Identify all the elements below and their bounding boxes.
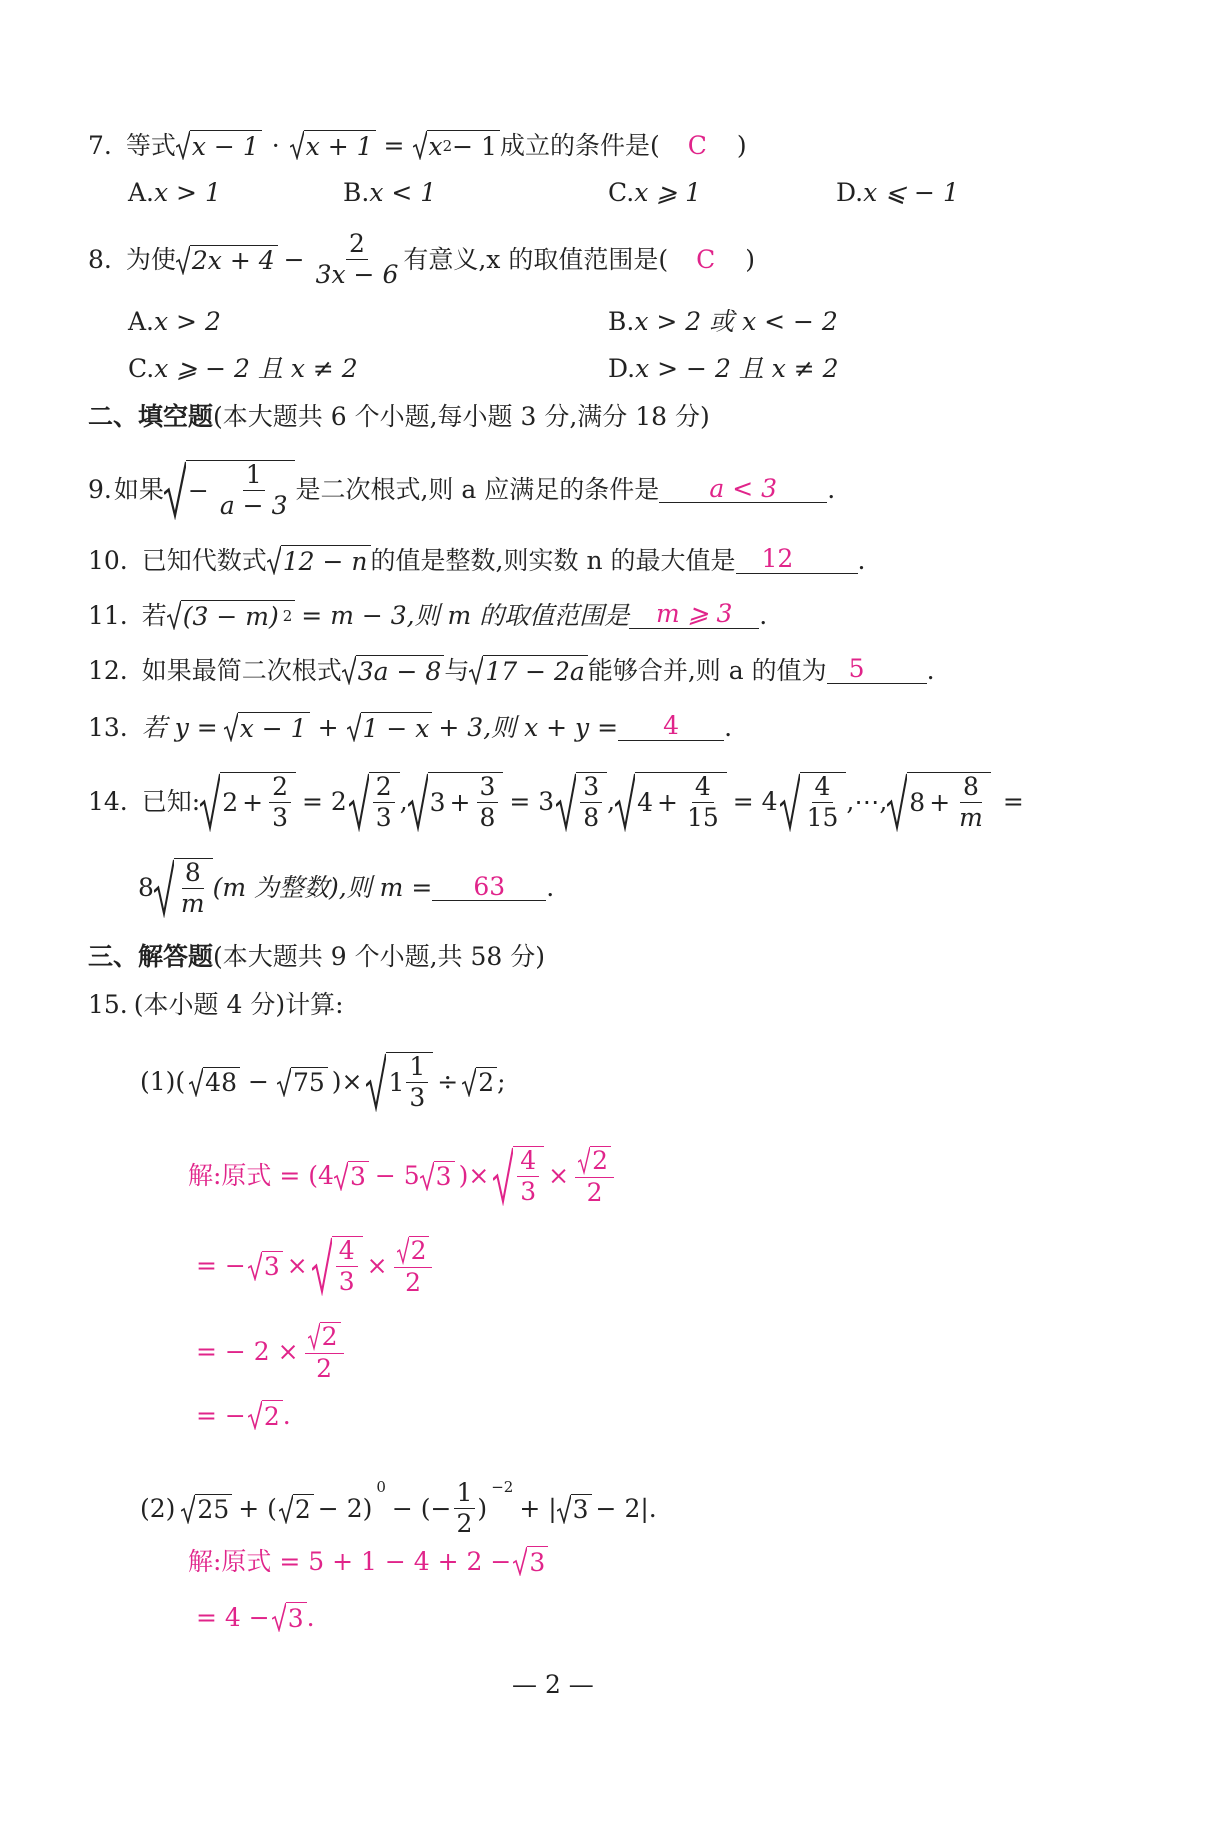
q13-answer-blank: 4 xyxy=(618,713,724,740)
q8-number: 8. xyxy=(88,245,112,275)
section-2-note: (本大题共 6 个小题,每小题 3 分,满分 18 分) xyxy=(213,402,710,431)
q8-answer: C xyxy=(696,245,716,275)
sqrt-x-minus-1: x − 1 xyxy=(176,130,262,160)
q15-number: 15. xyxy=(88,990,128,1019)
sqrt-12-minus-n: 12 − n xyxy=(267,545,371,575)
q14-last-term: 8 + $\frac{8}{m}$ xyxy=(887,772,991,832)
q12: 12. 如果最简二次根式 3a − 8 与 17 − 2a 能够合并,则 a 的值为 5 . xyxy=(88,654,935,686)
q15-part1-step3: = − 2 × $\frac{2}{2}$ xyxy=(196,1322,346,1382)
page-number: — 2 — xyxy=(512,1670,594,1699)
q14-term1-left: 2 + $\frac{2}{3}$ xyxy=(200,772,296,832)
sqrt-1-minus-x: 1 − x xyxy=(347,712,433,742)
q7-answer: C xyxy=(687,130,707,160)
q15-part2: (2) 25 + ( 2 − 2) 0 − (− $\frac{1}{2}$ ) −2 + | 3 − 2|. xyxy=(140,1478,657,1539)
q8-option-d: D. x > − 2 且 x ≠ 2 xyxy=(608,354,839,383)
sqrt-1-and-1-third: 1 1 3 xyxy=(366,1052,433,1112)
q14-term1-right: 2 3 xyxy=(349,772,400,832)
sqrt-x-minus-1-b: x − 1 xyxy=(224,712,310,742)
sqrt-2x-plus-4: 2x + 4 xyxy=(176,245,278,275)
q7-option-b: B. x < 1 xyxy=(343,178,437,207)
q15-part1-step4: = − 2 . xyxy=(196,1400,291,1431)
q11-answer-blank: m ⩾ 3 xyxy=(629,601,759,628)
q7-option-a: A. x > 1 xyxy=(128,178,221,207)
q15-part1-step2: = − 3 × 4 3 × $\frac{2}{2}$ xyxy=(196,1236,434,1296)
sqrt-3a-minus-8: 3a − 8 xyxy=(342,655,445,685)
q14-term3-right: 4 15 xyxy=(780,772,847,832)
q14-term3-left: 4 + $\frac{4}{15}$ xyxy=(615,772,727,832)
q15-part2-step2: = 4 − 3 . xyxy=(196,1602,315,1633)
q9-number: 9. xyxy=(88,475,112,505)
section-2-heading xyxy=(88,404,710,429)
fraction-2-over-3x-6: $\frac{2}{3x - 6}$ xyxy=(315,229,399,290)
q8-stem: 8. 为使 2x + 4 − $\frac{2}{3x - 6}$ 有意义,x 的取值范围是( C ) xyxy=(88,229,756,290)
sqrt-3-minus-m-squared: (3 − m) 2 xyxy=(167,600,296,630)
q15-part1-step1: 解:原式 = (4 3 − 5 3 )× 4 3 × $\frac{2}{2}$ xyxy=(188,1146,616,1206)
q15-part2-step1: 解:原式 = 5 + 1 − 4 + 2 − 3 xyxy=(188,1546,548,1576)
q7-stem: 7. 等式 x − 1 · x + 1 = x 2 − 1 成立的条件是( C ) xyxy=(88,130,747,161)
q12-answer-blank: 5 xyxy=(827,656,927,683)
q13: 13. 若 y = x − 1 + 1 − x + 3,则 x + y = 4 . xyxy=(88,711,733,743)
q8-option-a: A. x > 2 xyxy=(128,307,221,336)
q15-header: 15. (本小题 4 分)计算: xyxy=(88,990,344,1019)
q13-number: 13. xyxy=(88,712,128,742)
q14-number: 14. xyxy=(88,787,128,817)
q14-line1: 14. 已知: 2 + $\frac{2}{3}$ = 2 2 3 , 3 + $\frac{3}{8}$ = 3 3 8 , 4 + $\frac{4}{15}$ = 4 4 15 ,⋯, 8 + $\frac{8}{m}$ = xyxy=(88,772,1024,833)
q8-option-b: B. x > 2 或 x < − 2 xyxy=(608,307,838,336)
q10: 10. 已知代数式 12 − n 的值是整数,则实数 n 的最大值是 12 . xyxy=(88,544,866,576)
q10-number: 10. xyxy=(88,545,128,575)
sqrt-x2-minus-1: x 2 − 1 xyxy=(413,130,500,160)
q12-number: 12. xyxy=(88,655,128,685)
q7-option-c: C. x ⩾ 1 xyxy=(608,178,702,207)
section-3-heading xyxy=(88,944,545,969)
q7-option-d: D. x ⩽ − 1 xyxy=(836,178,959,207)
q15-part1: (1)( 48 − 75 )× 1 1 3 ÷ 2 ; xyxy=(140,1052,506,1113)
q7-number: 7. xyxy=(88,130,112,160)
sqrt-2: 2 xyxy=(462,1067,497,1097)
section-2-title: 二、填空题 xyxy=(88,402,214,431)
q11: 11. 若 (3 − m) 2 = m − 3,则 m 的取值范围是 m ⩾ 3 . xyxy=(88,599,768,631)
q8-option-c: C. x ⩾ − 2 且 x ≠ 2 xyxy=(128,354,358,383)
sqrt-75: 75 xyxy=(277,1067,328,1097)
q14-term2-right: 3 8 xyxy=(556,772,607,832)
sqrt-48: 48 xyxy=(189,1067,240,1097)
q14-term2-left: 3 + $\frac{3}{8}$ xyxy=(408,772,504,832)
q9: 9. 如果 − $\frac{1}{a - 3}$ 是二次根式,则 a 应满足的条件是 a < 3 . xyxy=(88,460,836,521)
q11-number: 11. xyxy=(88,600,128,630)
sqrt-17-minus-2a: 17 − 2a xyxy=(469,655,587,685)
q14-line2: 8 8 m (m 为整数),则 m = 63 . xyxy=(138,858,555,919)
q14-answer-blank: 63 xyxy=(432,874,546,901)
sqrt-neg-frac-1-over-a-3: − $\frac{1}{a - 3}$ xyxy=(164,460,296,520)
section-3-title: 三、解答题 xyxy=(88,942,214,971)
q9-answer-blank: a < 3 xyxy=(659,476,827,503)
section-3-note: (本大题共 9 个小题,共 58 分) xyxy=(213,942,545,971)
sqrt-x-plus-1: x + 1 xyxy=(290,130,376,160)
sqrt-25: 25 xyxy=(181,1494,232,1524)
q14-sqrt-8-over-m: 8 m xyxy=(154,858,213,918)
q10-answer-blank: 12 xyxy=(736,546,858,573)
